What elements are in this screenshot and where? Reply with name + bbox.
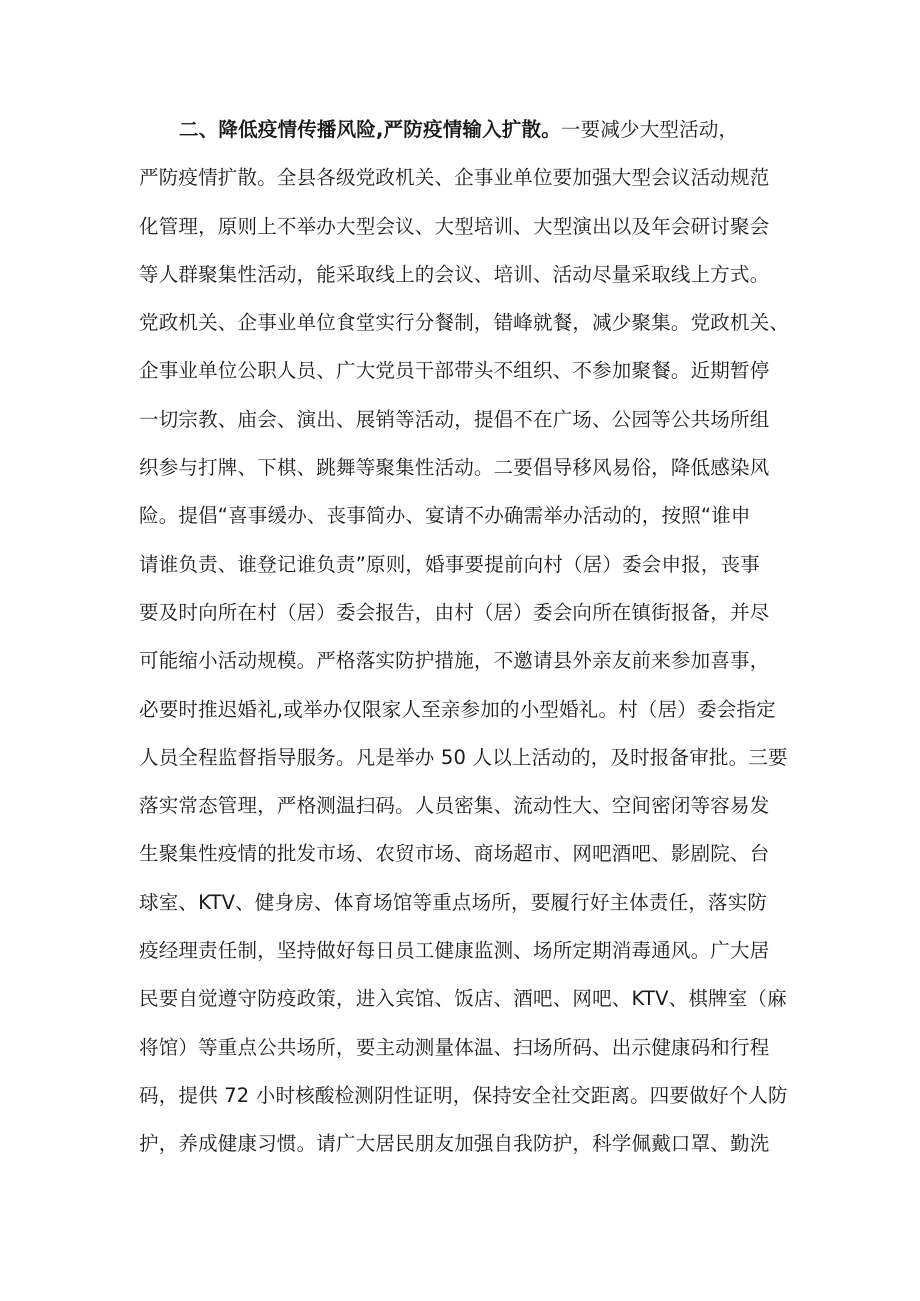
text-line: 护，养成健康习惯。请广大居民朋友加强自我防护，科学佩戴口罩、勤洗 — [139, 1132, 770, 1156]
text-line: 球室、KTV、健身房、体育场馆等重点场所，要履行好主体责任，落实防 — [139, 890, 768, 914]
section-heading: 二、降低疫情传播风险,严防疫情输入扩散。 — [179, 118, 561, 141]
text-line: 必要时推迟婚礼,或举办仅限家人至亲参加的小型婚礼。村（居）委会指定 — [139, 697, 776, 721]
text-line: 一切宗教、庙会、演出、展销等活动，提倡不在广场、公园等公共场所组 — [139, 407, 770, 431]
text-line: 落实常态管理，严格测温扫码。人员密集、流动性大、空间密闭等容易发 — [139, 794, 770, 818]
body-text — [139, 113, 789, 1176]
text-line: 将馆）等重点公共场所，要主动测量体温、扫场所码、出示健康码和行程 — [139, 1035, 770, 1059]
text-line: 要及时向所在村（居）委会报告，由村（居）委会向所在镇街报备，并尽 — [139, 600, 770, 624]
text-line: 织参与打牌、下棋、跳舞等聚集性活动。二要倡导移风易俗，降低感染风 — [139, 456, 770, 480]
text-line: 企事业单位公职人员、广大党员干部带头不组织、不参加聚餐。近期暂停 — [139, 359, 770, 383]
text-line: 民要自觉遵守防疫政策，进入宾馆、饭店、酒吧、网吧、KTV、棋牌室（麻 — [139, 987, 787, 1011]
first-line-text: 一要减少大型活动， — [560, 118, 739, 141]
text-line: 人员全程监督指导服务。凡是举办 50 人以上活动的，及时报备审批。三要 — [139, 745, 788, 769]
text-line: 等人群聚集性活动，能采取线上的会议、培训、活动尽量采取线上方式。 — [139, 262, 770, 286]
text-line: 生聚集性疫情的批发市场、农贸市场、商场超市、网吧酒吧、影剧院、台 — [139, 842, 770, 866]
paragraph-first-line — [139, 113, 789, 161]
text-line: 党政机关、企事业单位食堂实行分餐制，错峰就餐，减少聚集。党政机关、 — [139, 311, 790, 335]
text-line: 请谁负责、谁登记谁负责”原则，婚事要提前向村（居）委会申报，丧事 — [139, 552, 761, 576]
text-line: 可能缩小活动规模。严格落实防护措施，不邀请县外亲友前来参加喜事， — [139, 649, 770, 673]
text-line: 码，提供 72 小时核酸检测阴性证明，保持安全社交距离。四要做好个人防 — [139, 1083, 788, 1107]
text-line: 严防疫情扩散。全县各级党政机关、企事业单位要加强大型会议活动规范 — [139, 166, 770, 190]
text-line: 险。提倡“喜事缓办、丧事简办、宴请不办确需举办活动的，按照“谁申 — [139, 504, 751, 528]
text-line: 疫经理责任制，坚持做好每日员工健康监测、场所定期消毒通风。广大居 — [139, 939, 770, 963]
text-line: 化管理，原则上不举办大型会议、大型培训、大型演出以及年会研讨聚会 — [139, 214, 770, 238]
